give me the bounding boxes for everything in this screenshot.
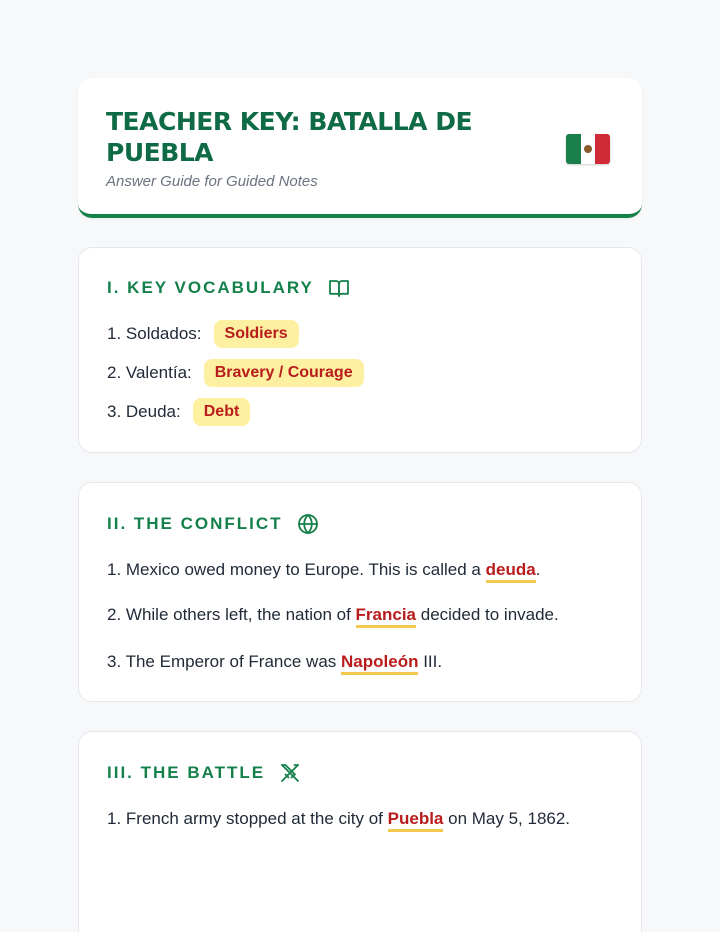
page-subtitle: Answer Guide for Guided Notes: [106, 173, 318, 190]
vocab-item: [107, 359, 364, 387]
vocab-answer: Bravery / Courage: [204, 359, 364, 387]
conflict-heading: [107, 513, 319, 535]
vocab-term: 1. Soldados:: [107, 324, 202, 343]
vocab-answer: Soldiers: [214, 320, 299, 348]
vocabulary-heading: [107, 278, 350, 298]
header-card: [78, 78, 642, 218]
vocab-item: [107, 398, 250, 426]
conflict-text: 3. The Emperor of France was: [107, 652, 342, 671]
vocab-term: 3. Deuda:: [107, 402, 181, 421]
vocab-term: 2. Valentía:: [107, 363, 192, 382]
conflict-text: III.: [418, 652, 443, 671]
flag-white-stripe: [581, 134, 596, 164]
conflict-text: decided to invade.: [416, 605, 559, 624]
vocabulary-section: [78, 247, 642, 453]
conflict-item: [107, 652, 442, 672]
battle-section: [78, 731, 642, 932]
conflict-text: .: [535, 560, 541, 579]
vocab-item: [107, 320, 299, 348]
globe-icon: [297, 513, 319, 535]
conflict-text: 1. Mexico owed money to Europe. This is called a: [107, 560, 486, 579]
conflict-answer: Francia: [356, 605, 416, 628]
mexico-flag-icon: [566, 134, 610, 164]
conflict-section: [78, 482, 642, 702]
battle-text: 1. French army stopped at the city of: [107, 809, 388, 828]
battle-heading: [107, 762, 301, 784]
battle-answer: Puebla: [388, 809, 444, 832]
flag-red-stripe: [595, 134, 610, 164]
flag-green-stripe: [566, 134, 581, 164]
conflict-item: [107, 605, 559, 625]
conflict-text: 2. While others left, the nation of: [107, 605, 356, 624]
vocab-answer: Debt: [193, 398, 251, 426]
conflict-answer: deuda: [486, 560, 536, 583]
crossed-swords-icon: [279, 762, 301, 784]
battle-item: [107, 809, 570, 829]
open-book-icon: [328, 278, 350, 298]
conflict-answer: Napoleón: [341, 652, 418, 675]
conflict-title: II. THE CONFLICT: [107, 514, 283, 533]
conflict-item: [107, 560, 540, 580]
battle-text: on May 5, 1862.: [443, 809, 571, 828]
page-title: TEACHER KEY: BATALLA DE PUEBLA: [106, 107, 473, 167]
battle-title: III. THE BATTLE: [107, 763, 266, 782]
vocabulary-title: I. KEY VOCABULARY: [107, 278, 314, 297]
